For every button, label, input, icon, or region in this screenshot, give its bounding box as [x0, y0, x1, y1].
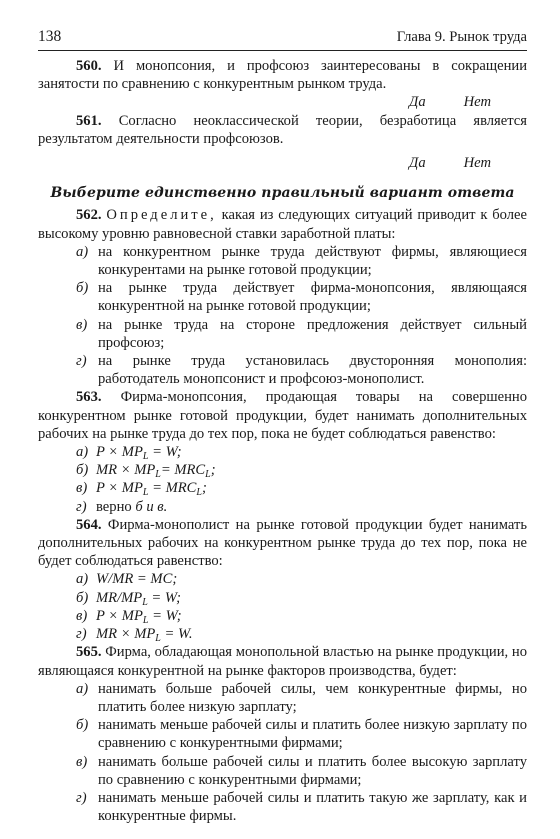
question-number: 563.: [76, 389, 102, 406]
formula-option: г) верно б и в.: [76, 498, 168, 515]
question-text: И монопсония, и профсоюз заинтересованы в сокращении занятости по сравнению с конкурентным рынком труда.: [38, 58, 527, 93]
chapter-title: Глава 9. Рынок труда: [396, 29, 527, 45]
question-text: Фирма-монополист на рынке готовой продукции будет нанимать дополнительных рабочих на конкурентном рынке труда до тех пор, пока не будет соблюдаться равенство:: [38, 516, 527, 570]
option-item: г) на рынке труда установилась двусторонняя монополия: работодатель монопсонист и профсоюз-монополист.: [76, 353, 527, 388]
question-561: [38, 112, 527, 148]
option-item: б) на рынке труда действует фирма-монопсония, являющаяся конкурентной на рынке готовой продукции;: [76, 280, 527, 315]
formula-option: б) $MR/MP_L = W$;: [76, 589, 181, 608]
question-text: Фирма, обладающая монопольной властью на рынке продукции, но являющаяся конкурентной на рынке факторов производства, будет:: [38, 644, 527, 679]
question-text: Согласно неоклассической теории, безработица является результатом деятельности профсоюзов.: [38, 112, 527, 147]
question-text: какая из следующих ситуаций приводит к более высокому уровню равновесной ставки заработной платы:: [38, 207, 527, 242]
option-item: в) нанимать больше рабочей силы и платить более высокую зарплату по сравнению с конкурентными фирмами;: [76, 753, 527, 788]
option-item: б) нанимать меньше рабочей силы и платить более низкую зарплату по сравнению с конкурентными фирмами;: [76, 717, 527, 752]
question-text: Фирма-монопсония, продающая товары на совершенно конкурентном рынке готовой продукции, будет нанимать дополнительных рабочих на рынке труда до тех пор, пока не будет соблюдаться равенство:: [38, 389, 527, 442]
formula-option: в) $P \times MP_L = W$;: [76, 607, 182, 626]
answer-choices-561: [38, 154, 527, 172]
option-item: а) на конкурентном рынке труда действуют фирмы, являющиеся конкурентами на рынке готовой продукции;: [76, 243, 527, 279]
answer-yes: Да: [409, 94, 426, 111]
formula-option: г) MR × $MP_L = W$.: [76, 626, 193, 645]
formula-option: а) W/MR = MC;: [76, 571, 178, 588]
option-item: г) нанимать меньше рабочей силы и платить такую же зарплату, как и конкурентные фирмы.: [76, 789, 527, 825]
answer-choices-560: [38, 93, 527, 111]
formula-option: в) $P \times MP_L = MRC_L$;: [76, 480, 207, 499]
question-number: 564.: [76, 516, 102, 533]
answer-no: Нет: [463, 94, 491, 111]
page-header: [38, 28, 527, 51]
option-item: а) нанимать больше рабочей силы, чем конкурентные фирмы, но платить более низкую зарплату;: [76, 680, 527, 715]
question-562: [38, 206, 527, 242]
question-number: 561.: [76, 112, 102, 129]
question-number: 565.: [76, 644, 102, 661]
question-560: [38, 57, 527, 93]
question-565: [38, 643, 527, 679]
page-number: 138: [38, 28, 62, 45]
answer-yes: Да: [409, 155, 426, 172]
question-564: [38, 516, 527, 571]
section-title: Выберите единственно правильный вариант ответа: [50, 185, 515, 202]
question-number: 562.: [76, 207, 102, 224]
formula-option: б) MR × $MP_L= MRC_L$;: [76, 462, 216, 481]
question-lead: Определите,: [106, 207, 217, 224]
formula-option: а) $P \times MP_L = W$;: [76, 444, 182, 463]
answer-no: Нет: [463, 155, 491, 172]
question-563: [38, 388, 527, 443]
option-item: в) на рынке труда на стороне предложения действует сильный профсоюз;: [76, 316, 527, 351]
question-number: 560.: [76, 58, 102, 74]
